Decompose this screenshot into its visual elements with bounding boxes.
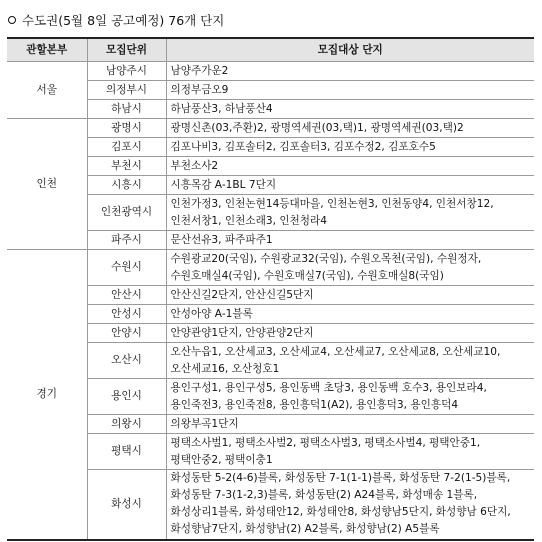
- header-unit: 모집단위: [87, 38, 166, 62]
- unit-cell: 하남시: [87, 100, 166, 119]
- table-row: [7, 250, 534, 286]
- complex-line: 인천가정3, 인천논현14등대마을, 인천논현3, 인천동양4, 인천서창12,: [170, 197, 494, 210]
- unit-cell: 평택시: [87, 434, 166, 470]
- complexes-cell: [166, 434, 534, 470]
- unit-cell: 안산시: [87, 286, 166, 305]
- complex-line: 용인구성1, 용인구성5, 용인동백 초당3, 용인동백 호수3, 용인보라4,: [170, 381, 487, 394]
- complex-line: 안성아양 A-1블록: [170, 307, 253, 320]
- table-row: [7, 415, 534, 434]
- complexes-cell: [166, 157, 534, 176]
- unit-cell: 화성시: [87, 470, 166, 540]
- region-cell: 인천: [7, 119, 87, 250]
- unit-cell: 김포시: [87, 138, 166, 157]
- complexes-cell: [166, 324, 534, 343]
- table-row: [7, 305, 534, 324]
- bullet-icon: [8, 16, 16, 24]
- unit-cell: 오산시: [87, 343, 166, 379]
- complex-line: 남양주가운2: [170, 64, 229, 77]
- table-row: [7, 231, 534, 250]
- complexes-cell: [166, 343, 534, 379]
- complex-line: 의왕부곡1단지: [170, 417, 239, 430]
- table-row: [7, 434, 534, 470]
- table-row: [7, 157, 534, 176]
- complex-line: 수원광교20(국임), 수원광교32(국임), 수원오목천(국임), 수원정자,: [170, 252, 482, 265]
- complex-line: 화성동탄 7-3(1-2,3)블록, 화성동탄(2) A24블록, 화성매송 1블록,: [170, 489, 478, 502]
- complex-line: 화성상리1블록, 화성태안12, 화성태안8, 화성향남5단지, 화성향남 6단지,: [170, 506, 511, 519]
- complex-line: 용인죽전3, 용인죽전8, 용인흥덕1(A2), 용인흥덕3, 용인흥덕4: [170, 398, 459, 411]
- complexes-cell: [166, 231, 534, 250]
- table-row: [7, 100, 534, 119]
- complexes-cell: [166, 81, 534, 100]
- unit-cell: 남양주시: [87, 62, 166, 81]
- complex-line: 오산세교16, 오산청호1: [170, 362, 280, 375]
- complexes-cell: [166, 138, 534, 157]
- unit-cell: 부천시: [87, 157, 166, 176]
- table-row: [7, 138, 534, 157]
- table-row: [7, 62, 534, 81]
- complex-line: 화성향남7단지, 화성향남(2) A2블록, 화성향남(2) A5블록: [170, 523, 440, 536]
- table-row: [7, 286, 534, 305]
- complexes-cell: [166, 176, 534, 195]
- complex-line: 하남풍산3, 하남풍산4: [170, 102, 273, 115]
- table-row: [7, 195, 534, 231]
- table-row: [7, 119, 534, 138]
- complexes-cell: [166, 250, 534, 286]
- complexes-cell: [166, 119, 534, 138]
- complex-line: 안산신길2단지, 안산신길5단지: [170, 288, 314, 301]
- complex-line: 의정부금오9: [170, 83, 229, 96]
- complex-line: 화성동탄 5-2(4-6)블록, 화성동탄 7-1(1-1)블록, 화성동탄 7-2(1-5)블록,: [170, 472, 511, 485]
- unit-cell: 시흥시: [87, 176, 166, 195]
- unit-cell: 파주시: [87, 231, 166, 250]
- page-title: [6, 6, 224, 34]
- complexes-cell: [166, 100, 534, 119]
- complex-line: 인천서창1, 인천소래3, 인천청라4: [170, 214, 327, 227]
- title-text: 수도권(5월 8일 공고예정) 76개 단지: [22, 13, 225, 28]
- complex-line: 시흥목감 A-1BL 7단지: [170, 178, 277, 191]
- complex-line: 평택안중2, 평택이충1: [170, 453, 273, 466]
- region-cell: 경기: [7, 250, 87, 540]
- complexes-cell: [166, 195, 534, 231]
- complexes-cell: [166, 379, 534, 415]
- complex-line: 광명신촌(03,주환)2, 광명역세권(03,택)1, 광명역세권(03,택)2: [170, 121, 464, 134]
- complex-line: 안양관양1단지, 안양관양2단지: [170, 326, 314, 339]
- table-row: [7, 81, 534, 100]
- header-complexes: 모집대상 단지: [166, 38, 534, 62]
- unit-cell: 안성시: [87, 305, 166, 324]
- unit-cell: 인천광역시: [87, 195, 166, 231]
- unit-cell: 의왕시: [87, 415, 166, 434]
- complex-line: 부천소사2: [170, 159, 219, 172]
- complex-line: 수원호매실4(국임), 수원호매실7(국임), 수원호매실8(국임): [170, 269, 444, 282]
- complexes-cell: [166, 286, 534, 305]
- table-row: [7, 324, 534, 343]
- header-hq: 관할본부: [7, 38, 87, 62]
- complexes-cell: [166, 470, 534, 540]
- table-row: [7, 379, 534, 415]
- unit-cell: 용인시: [87, 379, 166, 415]
- complexes-cell: [166, 62, 534, 81]
- complexes-cell: [166, 415, 534, 434]
- table-row: [7, 470, 534, 540]
- header-row: [7, 38, 534, 62]
- unit-cell: 안양시: [87, 324, 166, 343]
- complex-line: 문산선유3, 파주파주1: [170, 233, 273, 246]
- unit-cell: 의정부시: [87, 81, 166, 100]
- table-row: [7, 343, 534, 379]
- table-body: [7, 62, 534, 540]
- unit-cell: 광명시: [87, 119, 166, 138]
- unit-cell: 수원시: [87, 250, 166, 286]
- complex-line: 평택소사벌1, 평택소사벌2, 평택소사벌3, 평택소사벌4, 평택안중1,: [170, 436, 481, 449]
- complex-line: 오산누읍1, 오산세교3, 오산세교4, 오산세교7, 오산세교8, 오산세교10,: [170, 345, 501, 358]
- complex-line: 김포나비3, 김포솔터2, 김포솔터3, 김포수정2, 김포호수5: [170, 140, 436, 153]
- table-row: [7, 176, 534, 195]
- complex-table: [7, 37, 534, 541]
- complexes-cell: [166, 305, 534, 324]
- region-cell: 서울: [7, 62, 87, 119]
